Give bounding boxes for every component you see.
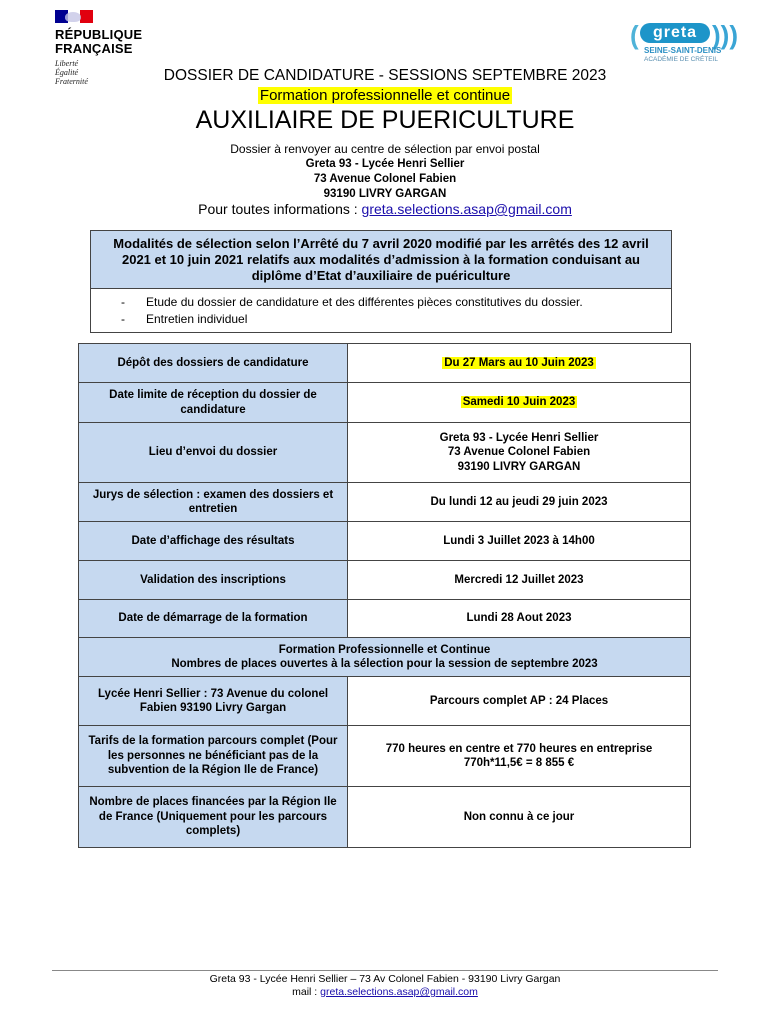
table-row <box>79 600 691 638</box>
section-header <box>79 638 691 677</box>
modalities-heading: Modalités de sélection selon l’Arrêté du 7 avril 2020 modifié par les arrêtés des 12 avril 2021 et 10 juin 2021 relatifs aux modalités d’admission à la formation conduisant au diplôme d’Etat d’auxiliaire de puériculture <box>91 231 671 289</box>
table-row <box>79 677 691 726</box>
address-line2: 73 Avenue Colonel Fabien <box>313 173 457 185</box>
marianne-flag-icon <box>55 10 93 23</box>
table-row <box>79 483 691 522</box>
modalities-list <box>91 289 671 332</box>
highlighted-date: Samedi 10 Juin 2023 <box>462 396 576 409</box>
contact-email-link[interactable]: greta.selections.asap@gmail.com <box>361 201 572 217</box>
value-line: 73 Avenue Colonel Fabien <box>447 446 591 459</box>
greta-arc-left-icon: ( <box>630 20 639 50</box>
row-value <box>348 383 691 423</box>
rf-name-line2: FRANÇAISE <box>55 41 133 56</box>
footer-email-link[interactable]: greta.selections.asap@gmail.com <box>320 986 478 998</box>
row-value <box>348 344 691 383</box>
row-label: Tarifs de la formation parcours complet (Pour les personnes ne bénéficiant pas de la subvention de la Région Ile de France) <box>79 726 348 787</box>
training-title: AUXILIAIRE DE PUERICULTURE <box>195 106 575 134</box>
value-line: 770h*11,5€ = 8 855 € <box>463 757 575 769</box>
rf-motto-1: Liberté <box>55 59 79 68</box>
section-line1: Formation Professionnelle et Continue <box>278 643 491 656</box>
postal-address <box>0 142 770 202</box>
value-line: Greta 93 - Lycée Henri Sellier <box>439 431 599 444</box>
greta-logo-text: greta <box>640 23 710 43</box>
highlighted-date: Du 27 Mars au 10 Juin 2023 <box>444 356 594 369</box>
row-label: Date limite de réception du dossier de candidature <box>79 383 348 423</box>
row-label: Date d’affichage des résultats <box>79 522 348 561</box>
row-value <box>348 423 691 483</box>
list-item: - Etude du dossier de candidature et des différentes pièces constitutives du dossier. <box>121 294 671 311</box>
footer-mail-prefix: mail : <box>292 986 321 998</box>
table-row <box>79 383 691 423</box>
row-label: Date de démarrage de la formation <box>79 600 348 638</box>
subtitle-highlight: Formation professionnelle et continue <box>259 87 511 104</box>
footer-mail <box>0 986 770 999</box>
value-line: 93190 LIVRY GARGAN <box>457 460 581 473</box>
table-row <box>79 787 691 848</box>
table-row <box>79 423 691 483</box>
address-line1: Greta 93 - Lycée Henri Sellier <box>305 158 465 170</box>
table-row <box>79 726 691 787</box>
row-label: Nombre de places financées par la Région Ile de France (Uniquement pour les parcours complets) <box>79 787 348 848</box>
row-value: Mercredi 12 Juillet 2023 <box>348 561 691 600</box>
greta-logo <box>630 20 740 72</box>
list-item: - Entretien individuel <box>121 311 671 328</box>
table-row <box>79 522 691 561</box>
row-label: Lieu d’envoi du dossier <box>79 423 348 483</box>
section-line2: Nombres de places ouvertes à la sélection pour la session de septembre 2023 <box>171 658 598 670</box>
contact-info <box>0 201 770 217</box>
selection-modalities-box <box>90 230 672 333</box>
footer-address: Greta 93 - Lycée Henri Sellier – 73 Av Colonel Fabien - 93190 Livry Gargan <box>209 973 561 985</box>
row-value: Lundi 3 Juillet 2023 à 14h00 <box>348 522 691 561</box>
rf-motto-2: Égalité <box>55 68 79 77</box>
row-value <box>348 726 691 787</box>
value-line: 770 heures en centre et 770 heures en entreprise <box>385 742 653 755</box>
rf-name-line1: RÉPUBLIQUE <box>55 27 143 42</box>
row-label: Dépôt des dossiers de candidature <box>79 344 348 383</box>
row-label: Validation des inscriptions <box>79 561 348 600</box>
table-row <box>79 344 691 383</box>
footer-divider <box>52 970 718 971</box>
rf-motto-3: Fraternité <box>55 77 88 86</box>
row-value: Non connu à ce jour <box>348 787 691 848</box>
greta-sub2: ACADÉMIE DE CRÉTEIL <box>644 56 719 63</box>
row-value: Parcours complet AP : 24 Places <box>348 677 691 726</box>
row-label: Jurys de sélection : examen des dossiers et entretien <box>79 483 348 522</box>
address-intro: Dossier à renvoyer au centre de sélection par envoi postal <box>230 142 540 156</box>
document-title: DOSSIER DE CANDIDATURE - SESSIONS SEPTEMBRE 2023 <box>163 67 607 84</box>
greta-sub1: SEINE-SAINT-DENIS <box>644 46 722 55</box>
row-value: Du lundi 12 au jeudi 29 juin 2023 <box>348 483 691 522</box>
table-row <box>79 561 691 600</box>
greta-arc-right-icon: ))) <box>712 20 738 50</box>
document-subtitle <box>0 87 770 104</box>
contact-prefix: Pour toutes informations : <box>198 201 362 217</box>
row-value: Lundi 28 Aout 2023 <box>348 600 691 638</box>
rf-name <box>55 28 165 56</box>
table-section-row <box>79 638 691 677</box>
footer <box>0 973 770 999</box>
address-line3: 93190 LIVRY GARGAN <box>323 188 447 200</box>
schedule-table <box>78 343 691 848</box>
row-label: Lycée Henri Sellier : 73 Avenue du colonel Fabien 93190 Livry Gargan <box>79 677 348 726</box>
